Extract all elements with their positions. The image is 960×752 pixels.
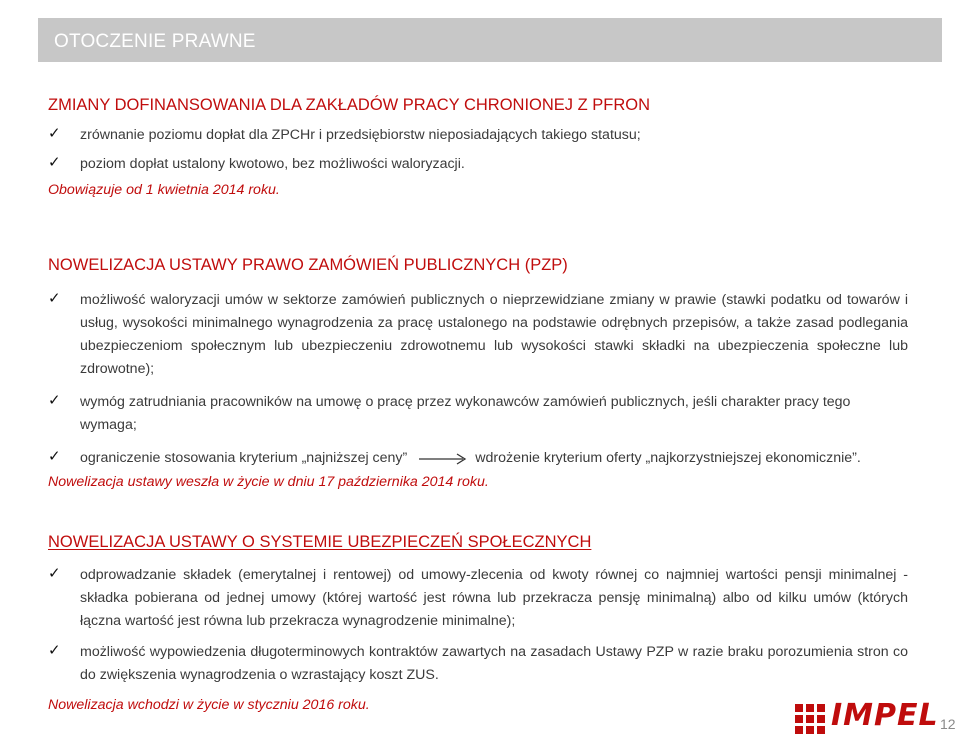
section-pzp (48, 256, 908, 490)
effective-date-note: Nowelizacja wchodzi w życie w styczniu 2016 roku. (48, 697, 370, 713)
check-icon: ✓ (48, 290, 61, 307)
list-item: ✓ wymóg zatrudniania pracowników na umowę o pracę przez wykonawców zamówień publicznych, jeśli charakter pracy tego wymaga; (48, 392, 851, 433)
effective-date-note: Nowelizacja ustawy weszła w życie w dniu 17 października 2014 roku. (48, 474, 489, 490)
impel-logo (795, 698, 939, 736)
section-zus (48, 533, 908, 713)
check-icon: ✓ (48, 642, 61, 659)
page-number: 12 (940, 716, 956, 732)
list-item: ✓ możliwość waloryzacji umów w sektorze zamówień publicznych o nieprzewidziane zmiany w prawie (stawki podatku od towarów i usług, wysokości minimalnego wynagrodzenia za pracę ustalonego na podstawie odrębnych przepisów, a także zasad podlegania ubezpieczeniom społecznym lub ubezpieczeniu zdrowotnemu lub wysokości stawki składki na ubezpieczenia społeczne lub zdrowotne); (48, 290, 908, 377)
list-item (48, 447, 908, 470)
arrow-item-left: ograniczenie stosowania kryterium „najniższej ceny” (80, 450, 408, 466)
slide-title: OTOCZENIE PRAWNE (54, 31, 256, 52)
effective-date-note: Obowiązuje od 1 kwietnia 2014 roku. (48, 182, 280, 198)
slide-header (38, 18, 942, 62)
arrow-item-right: wdrożenie kryterium oferty „najkorzystniejszej ekonomicznie”. (475, 450, 861, 466)
arrow-right-icon (419, 452, 469, 466)
logo-grid-icon (795, 704, 825, 734)
check-icon: ✓ (48, 448, 61, 465)
section-title: NOWELIZACJA USTAWY PRAWO ZAMÓWIEŃ PUBLICZNYCH (PZP) (48, 256, 568, 274)
list-item: ✓ możliwość wypowiedzenia długoterminowych kontraktów zawartych na zasadach Ustawy PZP w razie braku porozumienia stron co do zwiększenia wynagrodzenia o wzrastający koszt ZUS. (48, 642, 908, 683)
list-item: ✓ zrównanie poziomu dopłat dla ZPCHr i przedsiębiorstw nieposiadających takiego statusu; (48, 125, 641, 143)
check-icon: ✓ (48, 154, 61, 171)
list-item: ✓ poziom dopłat ustalony kwotowo, bez możliwości waloryzacji. (48, 154, 465, 172)
list-item: ✓ odprowadzanie składek (emerytalnej i rentowej) od umowy-zlecenia od kwoty równej co najmniej wartości pensji minimalnej - składka pobierana od jednej umowy (której wartość jest równa lub przekracza pensję minimalną) albo od kilku umów (których łączna wartość jest równa lub przekracza wynagrodzenie minimalne); (48, 565, 908, 629)
check-icon: ✓ (48, 392, 61, 409)
check-icon: ✓ (48, 125, 61, 142)
check-icon: ✓ (48, 565, 61, 582)
section-title: ZMIANY DOFINANSOWANIA DLA ZAKŁADÓW PRACY CHRONIONEJ Z PFRON (48, 96, 651, 114)
logo-wordmark: IMPEL (831, 698, 939, 733)
section-title: NOWELIZACJA USTAWY O SYSTEMIE UBEZPIECZEŃ SPOŁECZNYCH (48, 533, 592, 551)
section-pfron (48, 96, 908, 198)
